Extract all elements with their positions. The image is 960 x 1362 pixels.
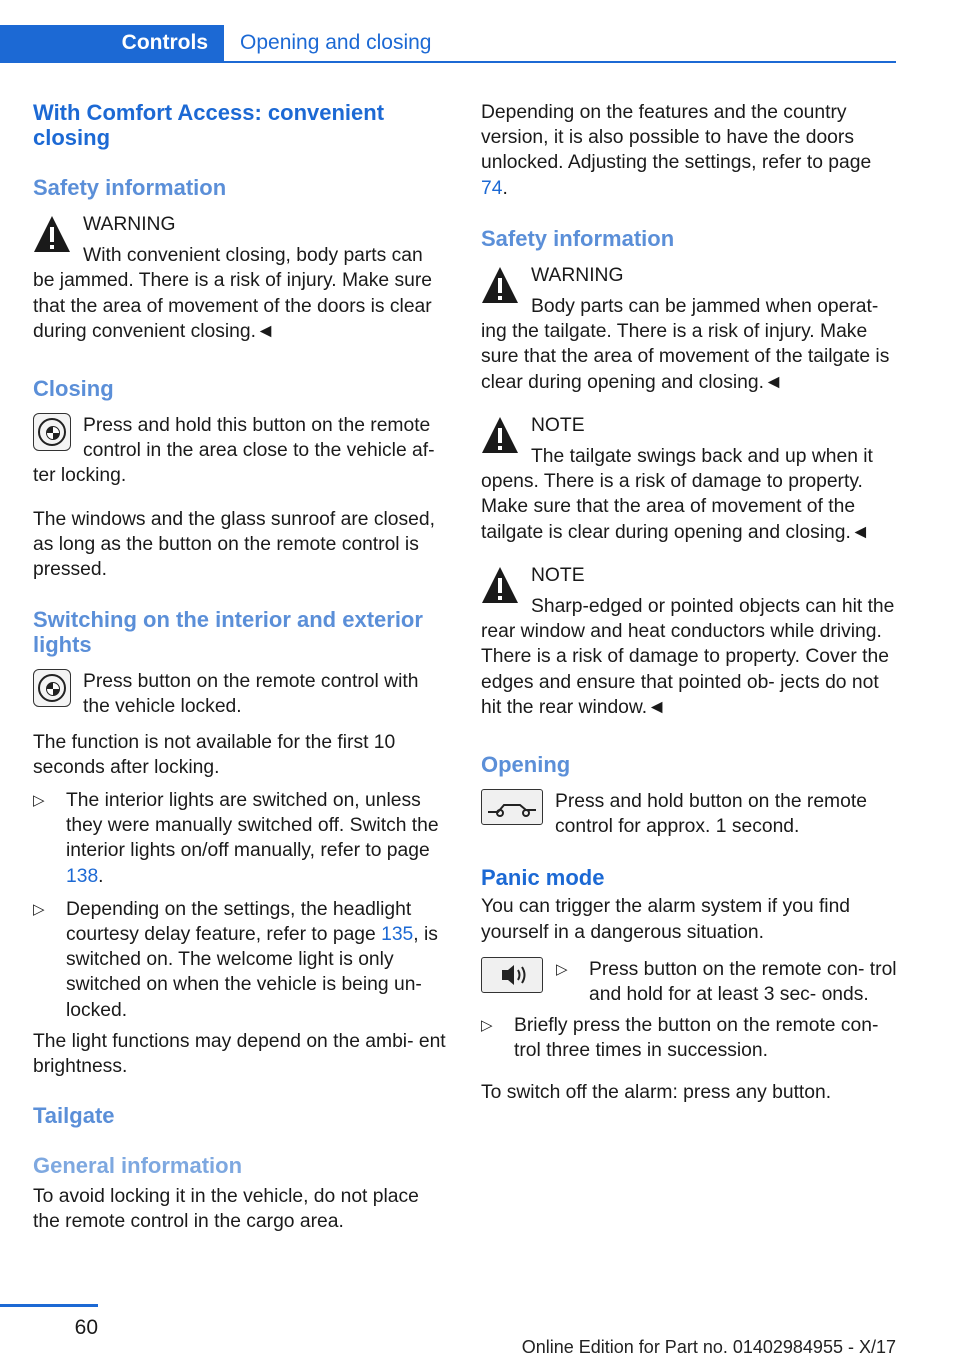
note-warning-icon — [481, 415, 519, 455]
header-tab-bar — [0, 25, 896, 63]
left-column — [33, 100, 449, 1235]
heading-safety-information: Safety information — [481, 225, 675, 251]
warning-title: WARNING — [531, 264, 624, 286]
bullet-triangle-icon: ▷ — [556, 960, 568, 978]
note-warning-icon — [481, 565, 519, 605]
list-item: ▷ Depending on the settings, the headlight courtesy delay feature, refer to page 135, is switched on. The welcome light is only switched on when the vehicle is being un‐ locked. — [33, 898, 438, 1021]
panic-button-icon — [481, 957, 543, 993]
lights-text: Press button on the remote control with the vehicle locked. — [83, 671, 419, 718]
note-text: Sharp-edged or pointed objects can hit the rear window and heat conductors while driving. There is a risk of damage to property. Cover the edges and ensure that pointed ob‐ jects do not hit the rear window.◄ — [481, 596, 895, 718]
warning-block — [33, 212, 449, 344]
note-title: NOTE — [531, 414, 585, 436]
note-block — [481, 563, 897, 720]
warning-block — [481, 263, 897, 395]
opening-block — [481, 789, 897, 839]
opening-text: Press and hold button on the remote control for approx. 1 second. — [555, 791, 867, 838]
warning-text: Body parts can be jammed when operat‐ ing the tailgate. There is a risk of injury. Make sure that the area of movement of the tailgate is clear during opening and closing.◄ — [481, 296, 890, 393]
remote-lock-button-icon — [33, 413, 71, 451]
heading-closing: Closing — [33, 376, 114, 402]
footer-rule — [0, 1304, 98, 1307]
warning-title: WARNING — [83, 214, 176, 235]
heading-general-information: General information — [33, 1153, 243, 1179]
tailgate-button-icon — [481, 789, 543, 825]
closing-text: Press and hold this button on the remote control in the area close to the vehicle af‐ ter locking. — [33, 415, 435, 487]
heading-opening: Opening — [481, 752, 571, 778]
warning-icon — [481, 265, 519, 305]
page-link-135[interactable]: 135 — [381, 924, 414, 946]
switchoff-text: To switch off the alarm: press any button. — [481, 1081, 832, 1103]
warning-icon — [33, 214, 71, 254]
remote-lock-button-icon — [33, 669, 71, 707]
ambient-text: The light functions may depend on the ambi‐ ent brightness. — [33, 1030, 446, 1078]
heading-lights: Switching on the interior and exterior lights — [33, 607, 423, 658]
right-column — [481, 100, 897, 1105]
note-block — [481, 413, 897, 545]
edition-text: Online Edition for Part no. 01402984955 - X/17 — [521, 1337, 896, 1357]
tab-controls[interactable]: Controls — [0, 25, 224, 61]
lights-block — [33, 669, 449, 719]
tab-opening-and-closing[interactable]: Opening and closing — [240, 31, 432, 54]
heading-safety-information: Safety information — [33, 175, 227, 200]
page-number: 60 — [74, 1316, 98, 1339]
general-text: To avoid locking it in the vehicle, do not place the remote control in the cargo area. — [33, 1186, 419, 1233]
closing-block — [33, 413, 449, 489]
heading-tailgate: Tailgate — [33, 1103, 115, 1129]
warning-text: With convenient closing, body parts can be jammed. There is a risk of injury. Make sure that the area of movement of the doors is clear during convenient closing.◄ — [33, 245, 432, 342]
note-text: The tailgate swings back and up when it opens. There is a risk of damage to property. Make sure that the area of movement of the tailgate is clear during opening and closing.◄ — [481, 446, 873, 543]
list-item: ▷ The interior lights are switched on, unless they were manually switched off. Switch the interior lights on/off manually, refer to page 138. — [33, 790, 439, 887]
list-item: ▷ Briefly press the button on the remote con‐ trol three times in succession. — [481, 1015, 879, 1062]
page-link-138[interactable]: 138 — [66, 865, 99, 887]
bullet-triangle-icon: ▷ — [33, 792, 45, 810]
list-item: ▷ Press button on the remote con‐ trol and hold for at least 3 sec‐ onds. — [556, 958, 897, 1006]
panic-block — [481, 957, 897, 1007]
note-title: NOTE — [531, 564, 585, 586]
function-text: The function is not available for the first 10 seconds after locking. — [33, 731, 396, 778]
heading-panic-mode: Panic mode — [481, 865, 605, 891]
page-link-74[interactable]: 74 — [481, 177, 503, 199]
bullet-triangle-icon: ▷ — [33, 900, 45, 918]
bullet-triangle-icon: ▷ — [481, 1017, 493, 1035]
panic-text: You can trigger the alarm system if you find yourself in a dangerous situation. — [481, 896, 851, 943]
windows-text: The windows and the glass sunroof are closed, as long as the button on the remote control is pressed. — [33, 508, 435, 581]
heading-comfort-access: With Comfort Access: convenient closing — [33, 100, 385, 150]
intro-text: Depending on the features and the country version, it is also possible to have the doors unlocked. Adjusting the settings, refer to page 74. — [481, 102, 872, 199]
